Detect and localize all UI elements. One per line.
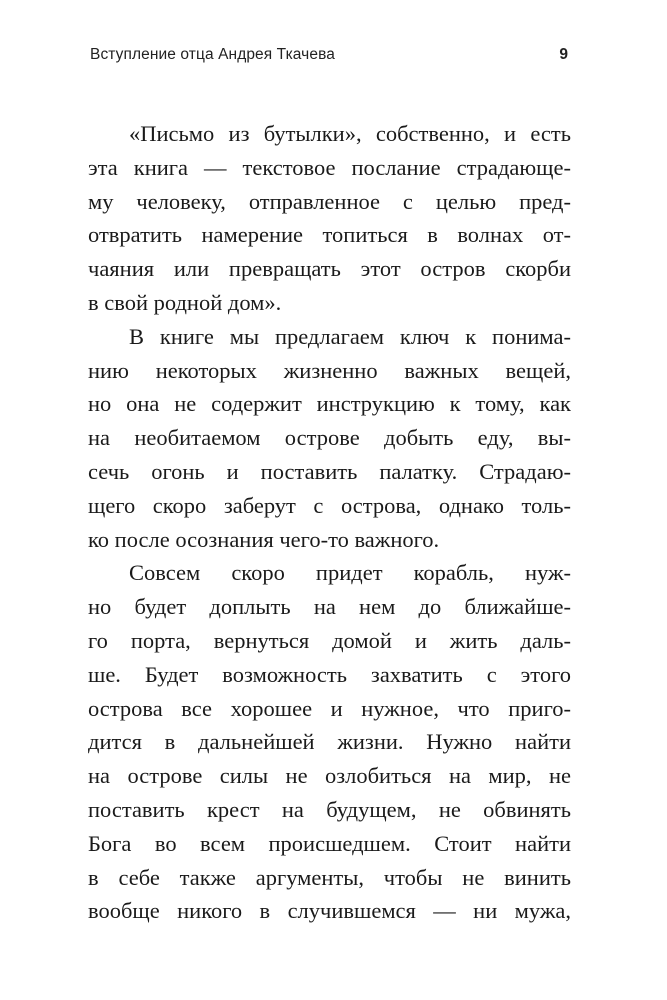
text-line: дится в дальнейшей жизни. Нужно найти <box>88 729 571 755</box>
text-line: но будет доплыть на нем до ближайше- <box>88 594 571 620</box>
text-line: но она не содержит инструкцию к тому, как <box>88 391 571 417</box>
text-line: му человеку, отправленное с целью пред- <box>88 188 571 214</box>
text-line: в свой родной дом». <box>88 289 282 315</box>
text-line: эта книга — текстовое послание страдающе- <box>88 154 571 180</box>
text-line: Бога во всем происшедшем. Стоит найти <box>88 830 571 856</box>
text-line: вообще никого в случившемся — ни мужа, <box>88 898 571 924</box>
text-line: в себе также аргументы, чтобы не винить <box>88 864 571 890</box>
text-line: на необитаемом острове добыть еду, вы- <box>88 425 571 451</box>
page-number: 9 <box>559 46 568 63</box>
text-line: нию некоторых жизненно важных вещей, <box>88 357 571 383</box>
text-line: поставить крест на будущем, не обвинять <box>88 796 571 822</box>
text-line: го порта, вернуться домой и жить даль- <box>88 627 571 653</box>
body-text <box>88 117 571 928</box>
text-line: «Письмо из бутылки», собственно, и есть <box>129 121 571 146</box>
text-line: отвратить намерение топиться в волнах от- <box>88 222 571 248</box>
text-line: ше. Будет возможность захватить с этого <box>88 661 571 687</box>
text-line: на острове силы не озлобиться на мир, не <box>88 763 571 789</box>
text-line: В книге мы предлагаем ключ к понима- <box>129 323 571 349</box>
text-line: ко после осознания чего-то важного. <box>88 526 440 552</box>
text-line: острова все хорошее и нужное, что приго- <box>88 695 571 721</box>
text-line: щего скоро заберут с острова, однако толь- <box>88 492 571 518</box>
chapter-title: Вступление отца Андрея Ткачева <box>90 46 335 63</box>
text-line: Совсем скоро придет корабль, нуж- <box>129 560 571 586</box>
text-line: чаяния или превращать этот остров скорби <box>88 256 571 282</box>
running-header <box>90 46 568 66</box>
text-line: сечь огонь и поставить палатку. Страдаю- <box>88 458 571 484</box>
